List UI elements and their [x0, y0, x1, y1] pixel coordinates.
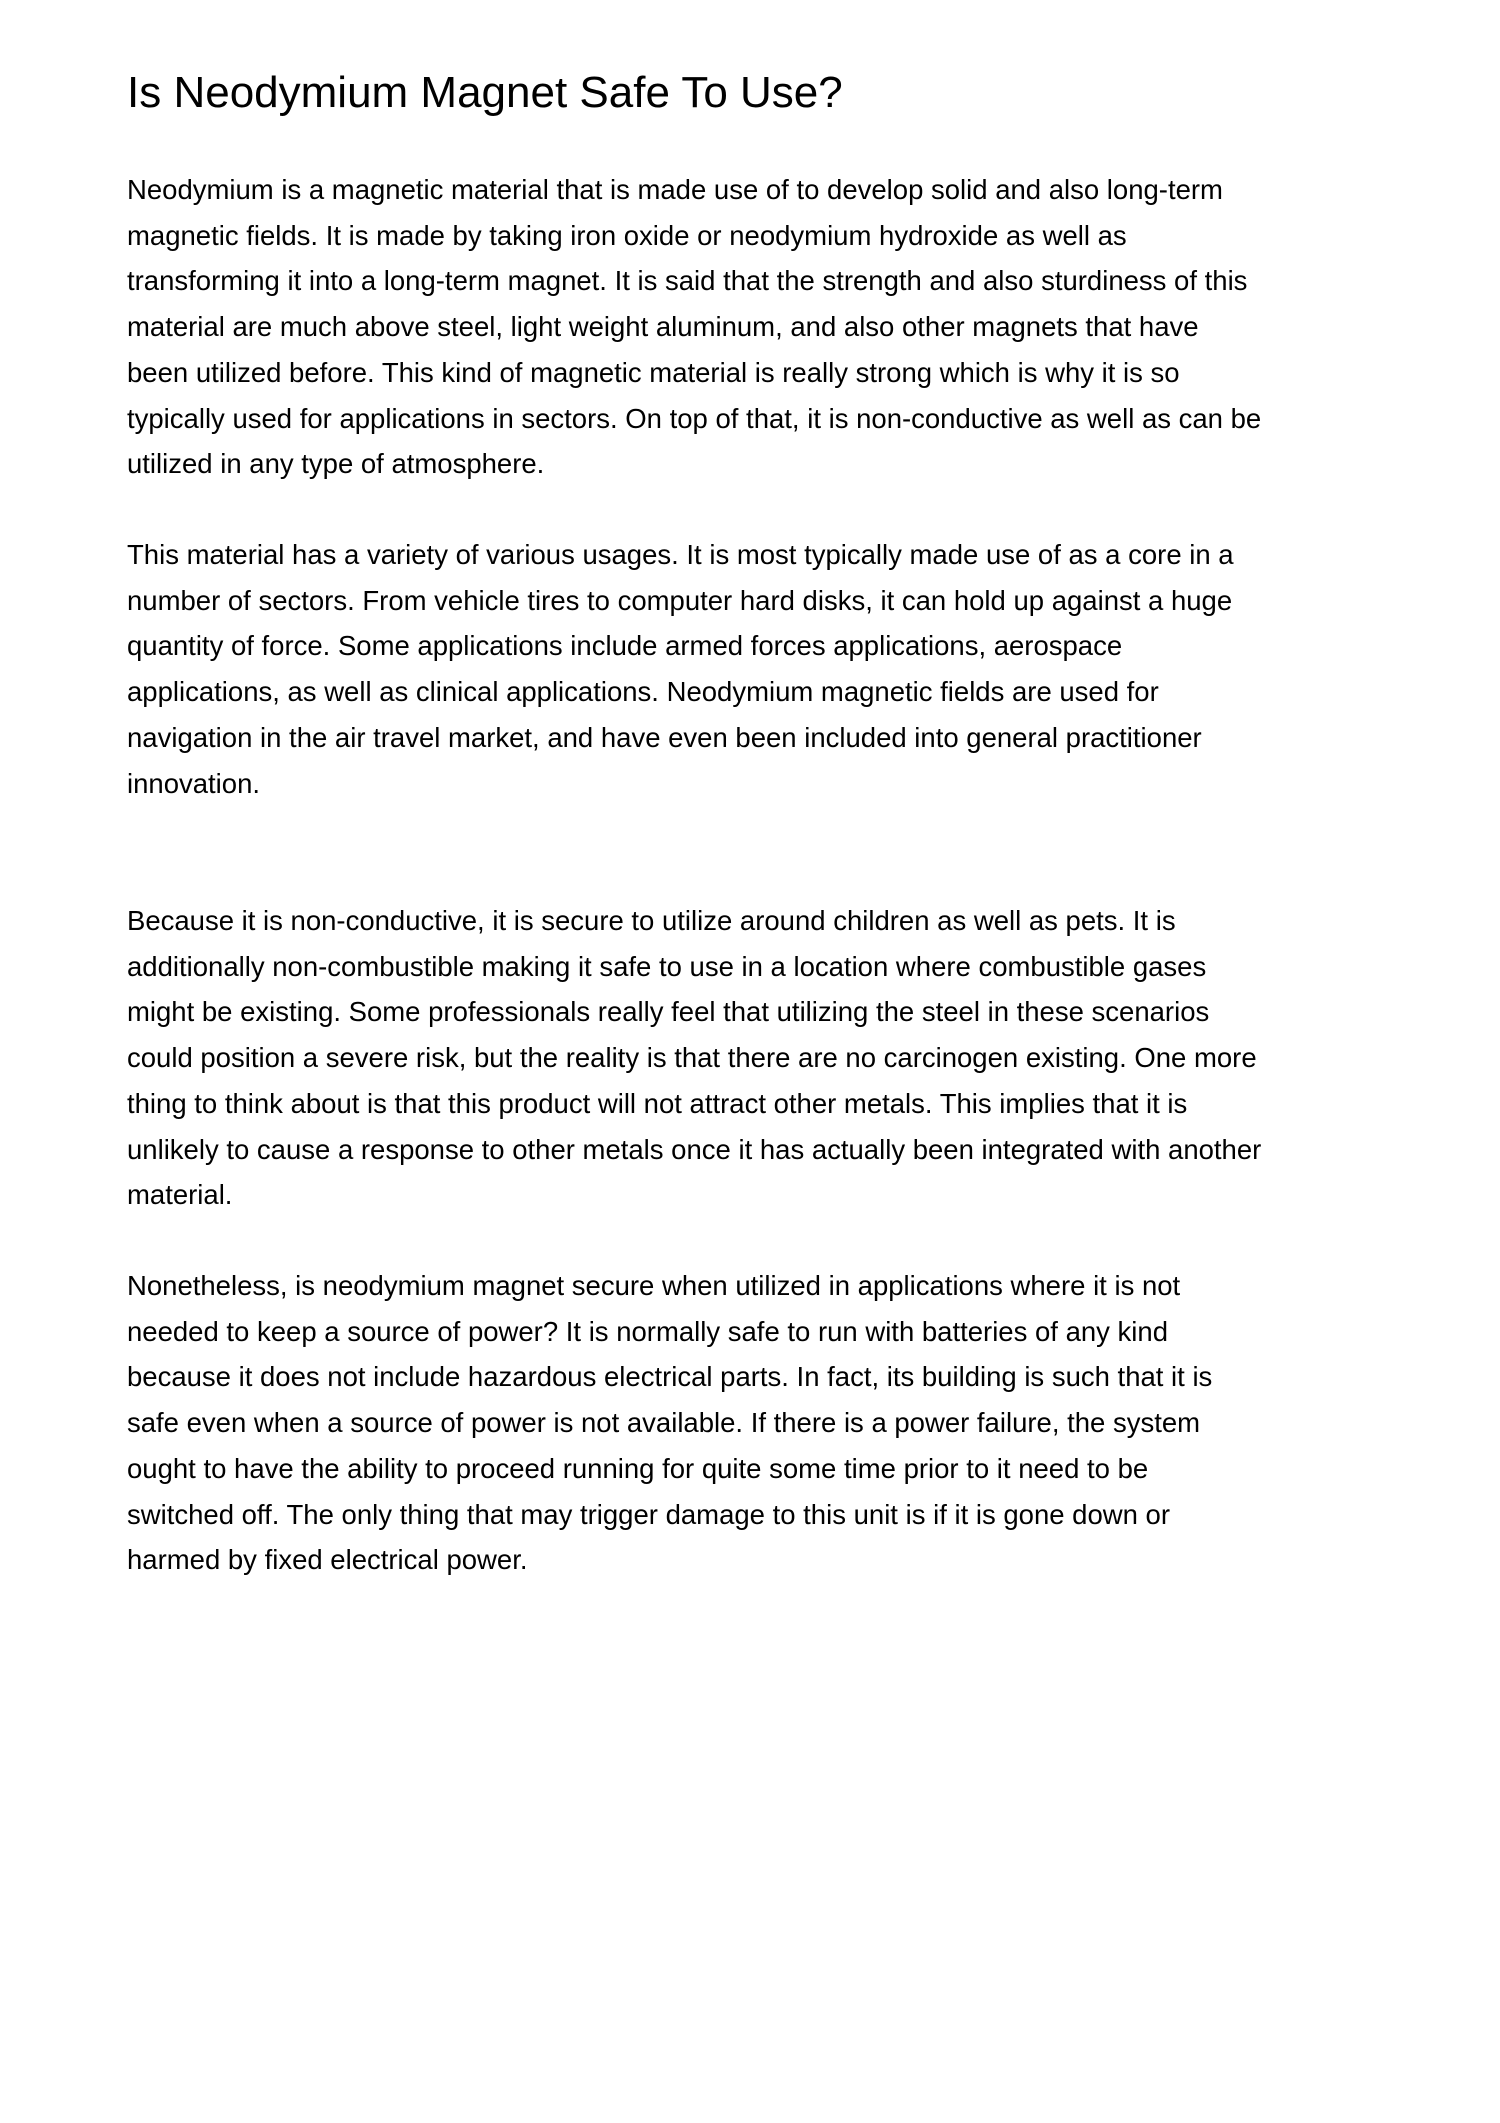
paragraph-intro — [127, 167, 1261, 487]
text-line: been utilized before. This kind of magnetic material is really strong which is why it is so — [127, 356, 1180, 388]
text-line: unlikely to cause a response to other metals once it has actually been integrated with another — [127, 1133, 1262, 1165]
text-line: innovation. — [127, 767, 261, 799]
text-line: needed to keep a source of power? It is normally safe to run with batteries of any kind — [127, 1315, 1168, 1347]
text-line: because it does not include hazardous electrical parts. In fact, its building is such that it is — [127, 1361, 1213, 1393]
text-line: additionally non-combustible making it safe to use in a location where combustible gases — [127, 950, 1207, 982]
text-line: typically used for applications in sectors. On top of that, it is non-conductive as well as can be — [127, 402, 1262, 434]
text-line: ought to have the ability to proceed running for quite some time prior to it need to be — [127, 1452, 1149, 1484]
text-line: could position a severe risk, but the reality is that there are no carcinogen existing. One more — [127, 1042, 1257, 1074]
paragraph-usages — [127, 532, 1234, 806]
text-line: transforming it into a long-term magnet. It is said that the strength and also sturdiness of this — [127, 265, 1248, 297]
text-line: quantity of force. Some applications include armed forces applications, aerospace — [127, 630, 1123, 662]
text-line: thing to think about is that this product will not attract other metals. This implies that it is — [127, 1087, 1188, 1119]
text-line: applications, as well as clinical applications. Neodymium magnetic fields are used for — [127, 676, 1159, 708]
text-line: material are much above steel, light weight aluminum, and also other magnets that have — [127, 311, 1199, 343]
text-line: Nonetheless, is neodymium magnet secure when utilized in applications where it is not — [127, 1270, 1181, 1301]
text-line: might be existing. Some professionals really feel that utilizing the steel in these scenarios — [127, 996, 1210, 1028]
page-title: Is Neodymium Magnet Safe To Use? — [127, 68, 843, 117]
text-line: magnetic fields. It is made by taking iron oxide or neodymium hydroxide as well as — [127, 219, 1127, 251]
text-line: This material has a variety of various usages. It is most typically made use of as a core in a — [127, 539, 1234, 570]
text-line: Neodymium is a magnetic material that is made use of to develop solid and also long-term — [127, 174, 1223, 205]
paragraph-power — [127, 1263, 1212, 1583]
paragraph-safety — [127, 898, 1261, 1218]
text-line: harmed by fixed electrical power. — [127, 1544, 528, 1576]
text-line: utilized in any type of atmosphere. — [127, 448, 545, 480]
text-line: switched off. The only thing that may trigger damage to this unit is if it is gone down or — [127, 1498, 1171, 1530]
text-line: material. — [127, 1179, 233, 1211]
text-line: number of sectors. From vehicle tires to computer hard disks, it can hold up against a huge — [127, 584, 1233, 616]
text-line: Because it is non-conductive, it is secure to utilize around children as well as pets. It is — [127, 905, 1176, 936]
text-line: navigation in the air travel market, and have even been included into general practitioner — [127, 721, 1202, 753]
text-line: safe even when a source of power is not available. If there is a power failure, the system — [127, 1407, 1201, 1439]
